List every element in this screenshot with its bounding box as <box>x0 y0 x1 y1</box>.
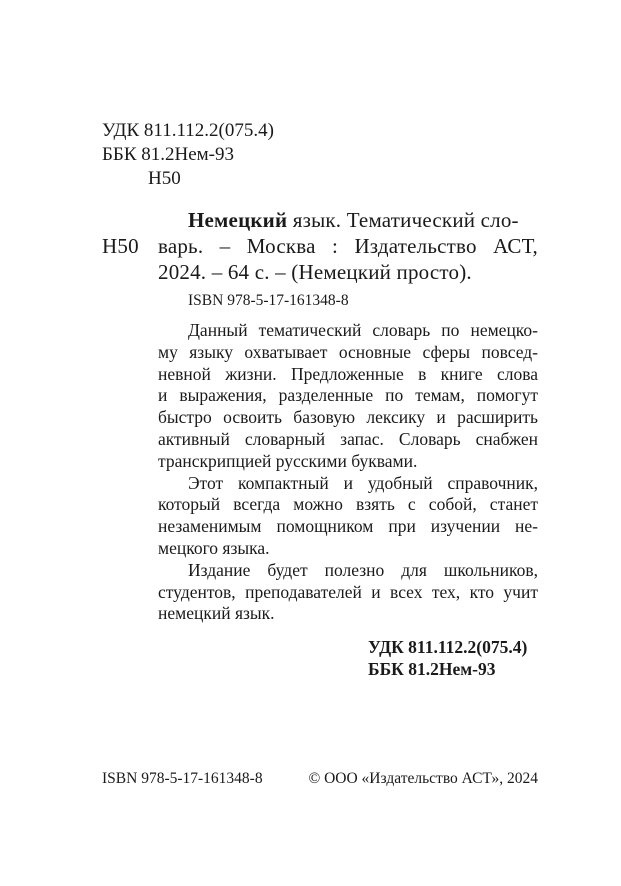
annotation-line: немецкий язык. <box>158 603 275 624</box>
annotation-line: быстро освоить базовую лексику и расширить <box>158 407 538 428</box>
annotation-line: студентов, преподавателей и всех тех, кто учит <box>158 581 538 602</box>
bibliography-line-1 <box>188 208 519 233</box>
footer-isbn: ISBN 978-5-17-161348-8 <box>102 770 263 787</box>
annotation-line: Этот компактный и удобный справочник, <box>188 472 538 493</box>
bibliography-side-sign: Н50 <box>102 234 139 258</box>
isbn-top: ISBN 978-5-17-161348-8 <box>188 292 349 309</box>
author-sign: Н50 <box>148 168 181 189</box>
bibliography-line-1-rest: язык. Тематический сло- <box>287 208 519 232</box>
annotation-line: который всегда можно взять с собой, станет <box>158 494 538 515</box>
bibliography-title-bold: Немецкий <box>188 208 288 232</box>
udk-code: УДК 811.112.2(075.4) <box>102 120 274 141</box>
annotation-paragraph-2 <box>158 473 538 495</box>
bibliography-line-3: 2024. – 64 с. – (Немецкий просто). <box>158 260 472 284</box>
bbk-code: ББК 81.2Нем-93 <box>102 144 234 165</box>
annotation-line: мецкого языка. <box>158 537 270 558</box>
annotation-line: Данный тематический словарь по немецко- <box>188 320 538 340</box>
annotation-line: и выражения, разделенные по темам, помогут <box>158 385 538 406</box>
annotation-line: незаменимым помощником при изучении не- <box>158 516 538 537</box>
annotation-line: невной жизни. Предложенные в книге слова <box>158 363 538 384</box>
annotation-paragraph-1 <box>158 320 538 342</box>
udk-code-bold: УДК 811.112.2(075.4) <box>368 637 528 657</box>
bbk-code-bold: ББК 81.2Нем-93 <box>368 659 496 679</box>
annotation-paragraph-3 <box>158 560 538 582</box>
footer-copyright: © ООО «Издательство АСТ», 2024 <box>308 770 538 787</box>
annotation <box>158 320 538 625</box>
bibliography-line-2: варь. – Москва : Издательство АСТ, <box>158 234 538 258</box>
annotation-line: му языку охватывает основные сферы повсед- <box>158 341 538 362</box>
annotation-line: Издание будет полезно для школьников, <box>188 559 538 580</box>
annotation-line: транскрипцией русскими буквами. <box>158 450 418 471</box>
annotation-line: активный словарный запас. Словарь снабжен <box>158 428 538 449</box>
